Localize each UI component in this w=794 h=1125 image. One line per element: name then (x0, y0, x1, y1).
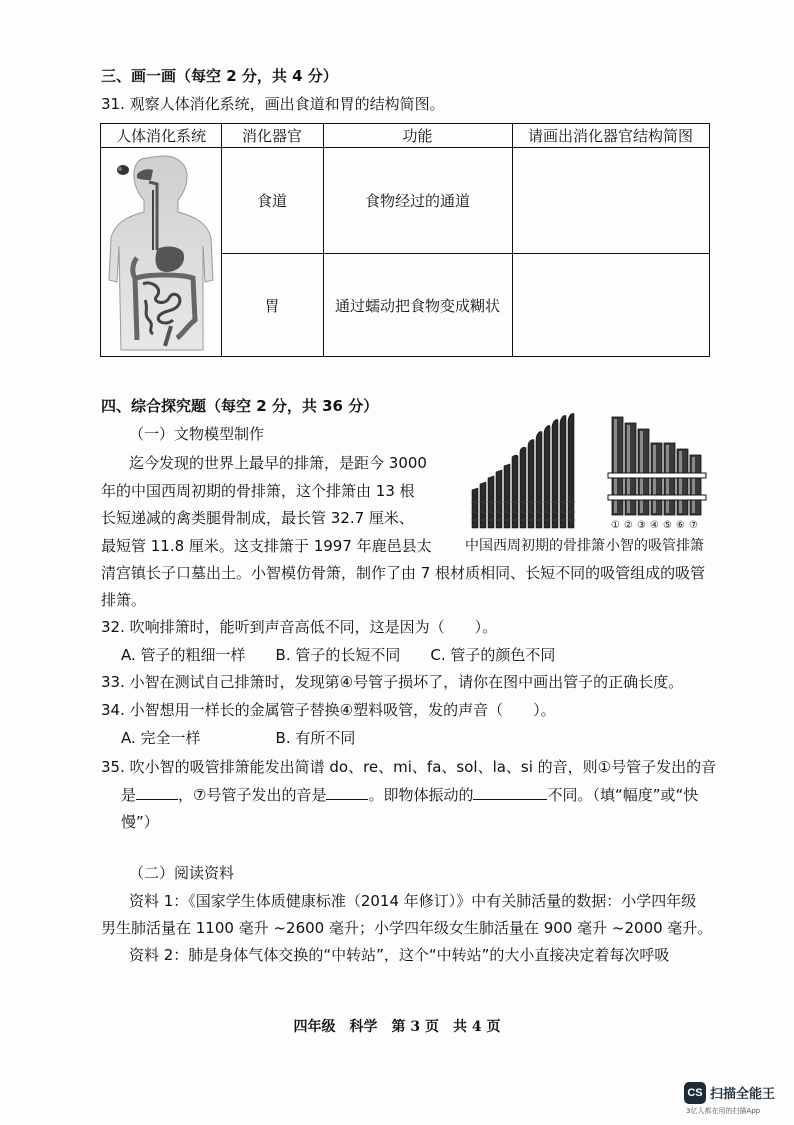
answer-blank-pipe7[interactable] (326, 785, 368, 800)
question-35-blanks (121, 785, 698, 805)
scanner-watermark (684, 1082, 784, 1116)
reference-1-cont: 男生肺活量在 1100 毫升 ~2600 毫升；小学四年级女生肺活量在 900 毫升 ~2000 毫升。 (101, 919, 713, 937)
organ-cell: 胃 (264, 297, 280, 315)
question-33: 33. 小智在测试自己排箫时，发现第④号管子损坏了，请你在图中画出管子的正确长度。 (101, 673, 684, 691)
question-35-end: 慢”） (121, 813, 159, 831)
function-cell: 食物经过的通道 (364, 192, 470, 210)
table-header: 功能 (402, 127, 433, 145)
part1-title: （一）文物模型制作 (129, 425, 265, 443)
section3-heading: 三、画一画（每空 2 分，共 4 分） (101, 67, 338, 85)
paragraph-line: 迄今发现的世界上最早的排箫，是距今 3000 (129, 454, 427, 472)
bone-panpipe-illustration (466, 412, 586, 532)
figure-caption-bone-panpipe: 中国西周初期的骨排箫 (465, 538, 605, 554)
question-34-options: A. 完全一样 B. 有所不同 (121, 729, 356, 747)
pipe-number: ④ (650, 520, 659, 531)
table-header: 请画出消化器官结构简图 (527, 127, 693, 145)
reference-1: 资料 1：《国家学生体质健康标准（2014 年修订）》中有关肺活量的数据：小学四年级 (129, 892, 697, 910)
drawing-area-esophagus[interactable] (513, 148, 708, 253)
paragraph-line: 最短管 11.8 厘米。这支排箫于 1997 年鹿邑县太 (101, 537, 432, 555)
part2-title: （二）阅读资料 (129, 864, 235, 882)
answer-blank-pipe1[interactable] (136, 785, 178, 800)
question-35: 35. 吹小智的吸管排箫能发出简谱 do、re、mi、fa、sol、la、si 的音，则①号管子发出的音 (101, 758, 717, 776)
paragraph-line: 长短递减的禽类腿骨制成，最长管 32.7 厘米、 (101, 509, 414, 527)
straw-panpipe-illustration (606, 413, 710, 531)
scanner-tagline: 3亿人都在用的扫描App (686, 1107, 761, 1115)
pipe-number: ⑦ (689, 520, 698, 531)
pipe-number: ⑥ (676, 520, 685, 531)
paragraph-line: 清宫镇长子口墓出土。小智模仿骨箫，制作了由 7 根材质相同、长短不同的吸管组成的吸管 (101, 564, 706, 582)
question-32: 32. 吹响排箫时，能听到声音高低不同，这是因为（ ）。 (101, 618, 498, 636)
digestive-table (100, 123, 710, 357)
table-header: 消化器官 (241, 127, 302, 145)
section4-heading: 四、综合探究题（每空 2 分，共 36 分） (101, 397, 379, 415)
scanner-app-name: 扫描全能王 (710, 1087, 776, 1102)
question-34: 34. 小智想用一样长的金属管子替换④塑料吸管，发的声音（ ）。 (101, 701, 556, 719)
cs-logo-icon: CS (684, 1082, 706, 1104)
organ-cell: 食道 (256, 192, 287, 210)
pipe-number: ⑤ (663, 520, 672, 531)
q35-text: 。即物体振动的 (368, 786, 474, 804)
q35-text: 不同。（填“幅度”或“快 (547, 786, 699, 804)
q35-text: 是 (121, 786, 137, 804)
digestive-system-illustration (107, 150, 215, 354)
pipe-number: ③ (637, 520, 646, 531)
question-32-options: A. 管子的粗细一样 B. 管子的长短不同 C. 管子的颜色不同 (121, 646, 556, 664)
table-header: 人体消化系统 (115, 127, 206, 145)
figure-caption-straw-panpipe: 小智的吸管排箫 (606, 538, 704, 554)
question-31: 31. 观察人体消化系统，画出食道和胃的结构简图。 (101, 95, 445, 113)
pipe-number: ② (624, 520, 633, 531)
answer-blank-vibration[interactable] (473, 785, 547, 800)
drawing-area-stomach[interactable] (513, 254, 708, 355)
function-cell: 通过蠕动把食物变成糊状 (334, 297, 500, 315)
reference-2: 资料 2：肺是身体气体交换的“中转站”，这个“中转站”的大小直接决定着每次呼吸 (129, 946, 670, 964)
pipe-number: ① (611, 520, 620, 531)
paragraph-line: 年的中国西周初期的骨排箫，这个排箫由 13 根 (101, 482, 415, 500)
paragraph-line: 排箫。 (101, 591, 147, 609)
page-footer: 四年级 科学 第 3 页 共 4 页 (293, 1019, 501, 1035)
q35-text: ，⑦号管子发出的音是 (178, 786, 327, 804)
